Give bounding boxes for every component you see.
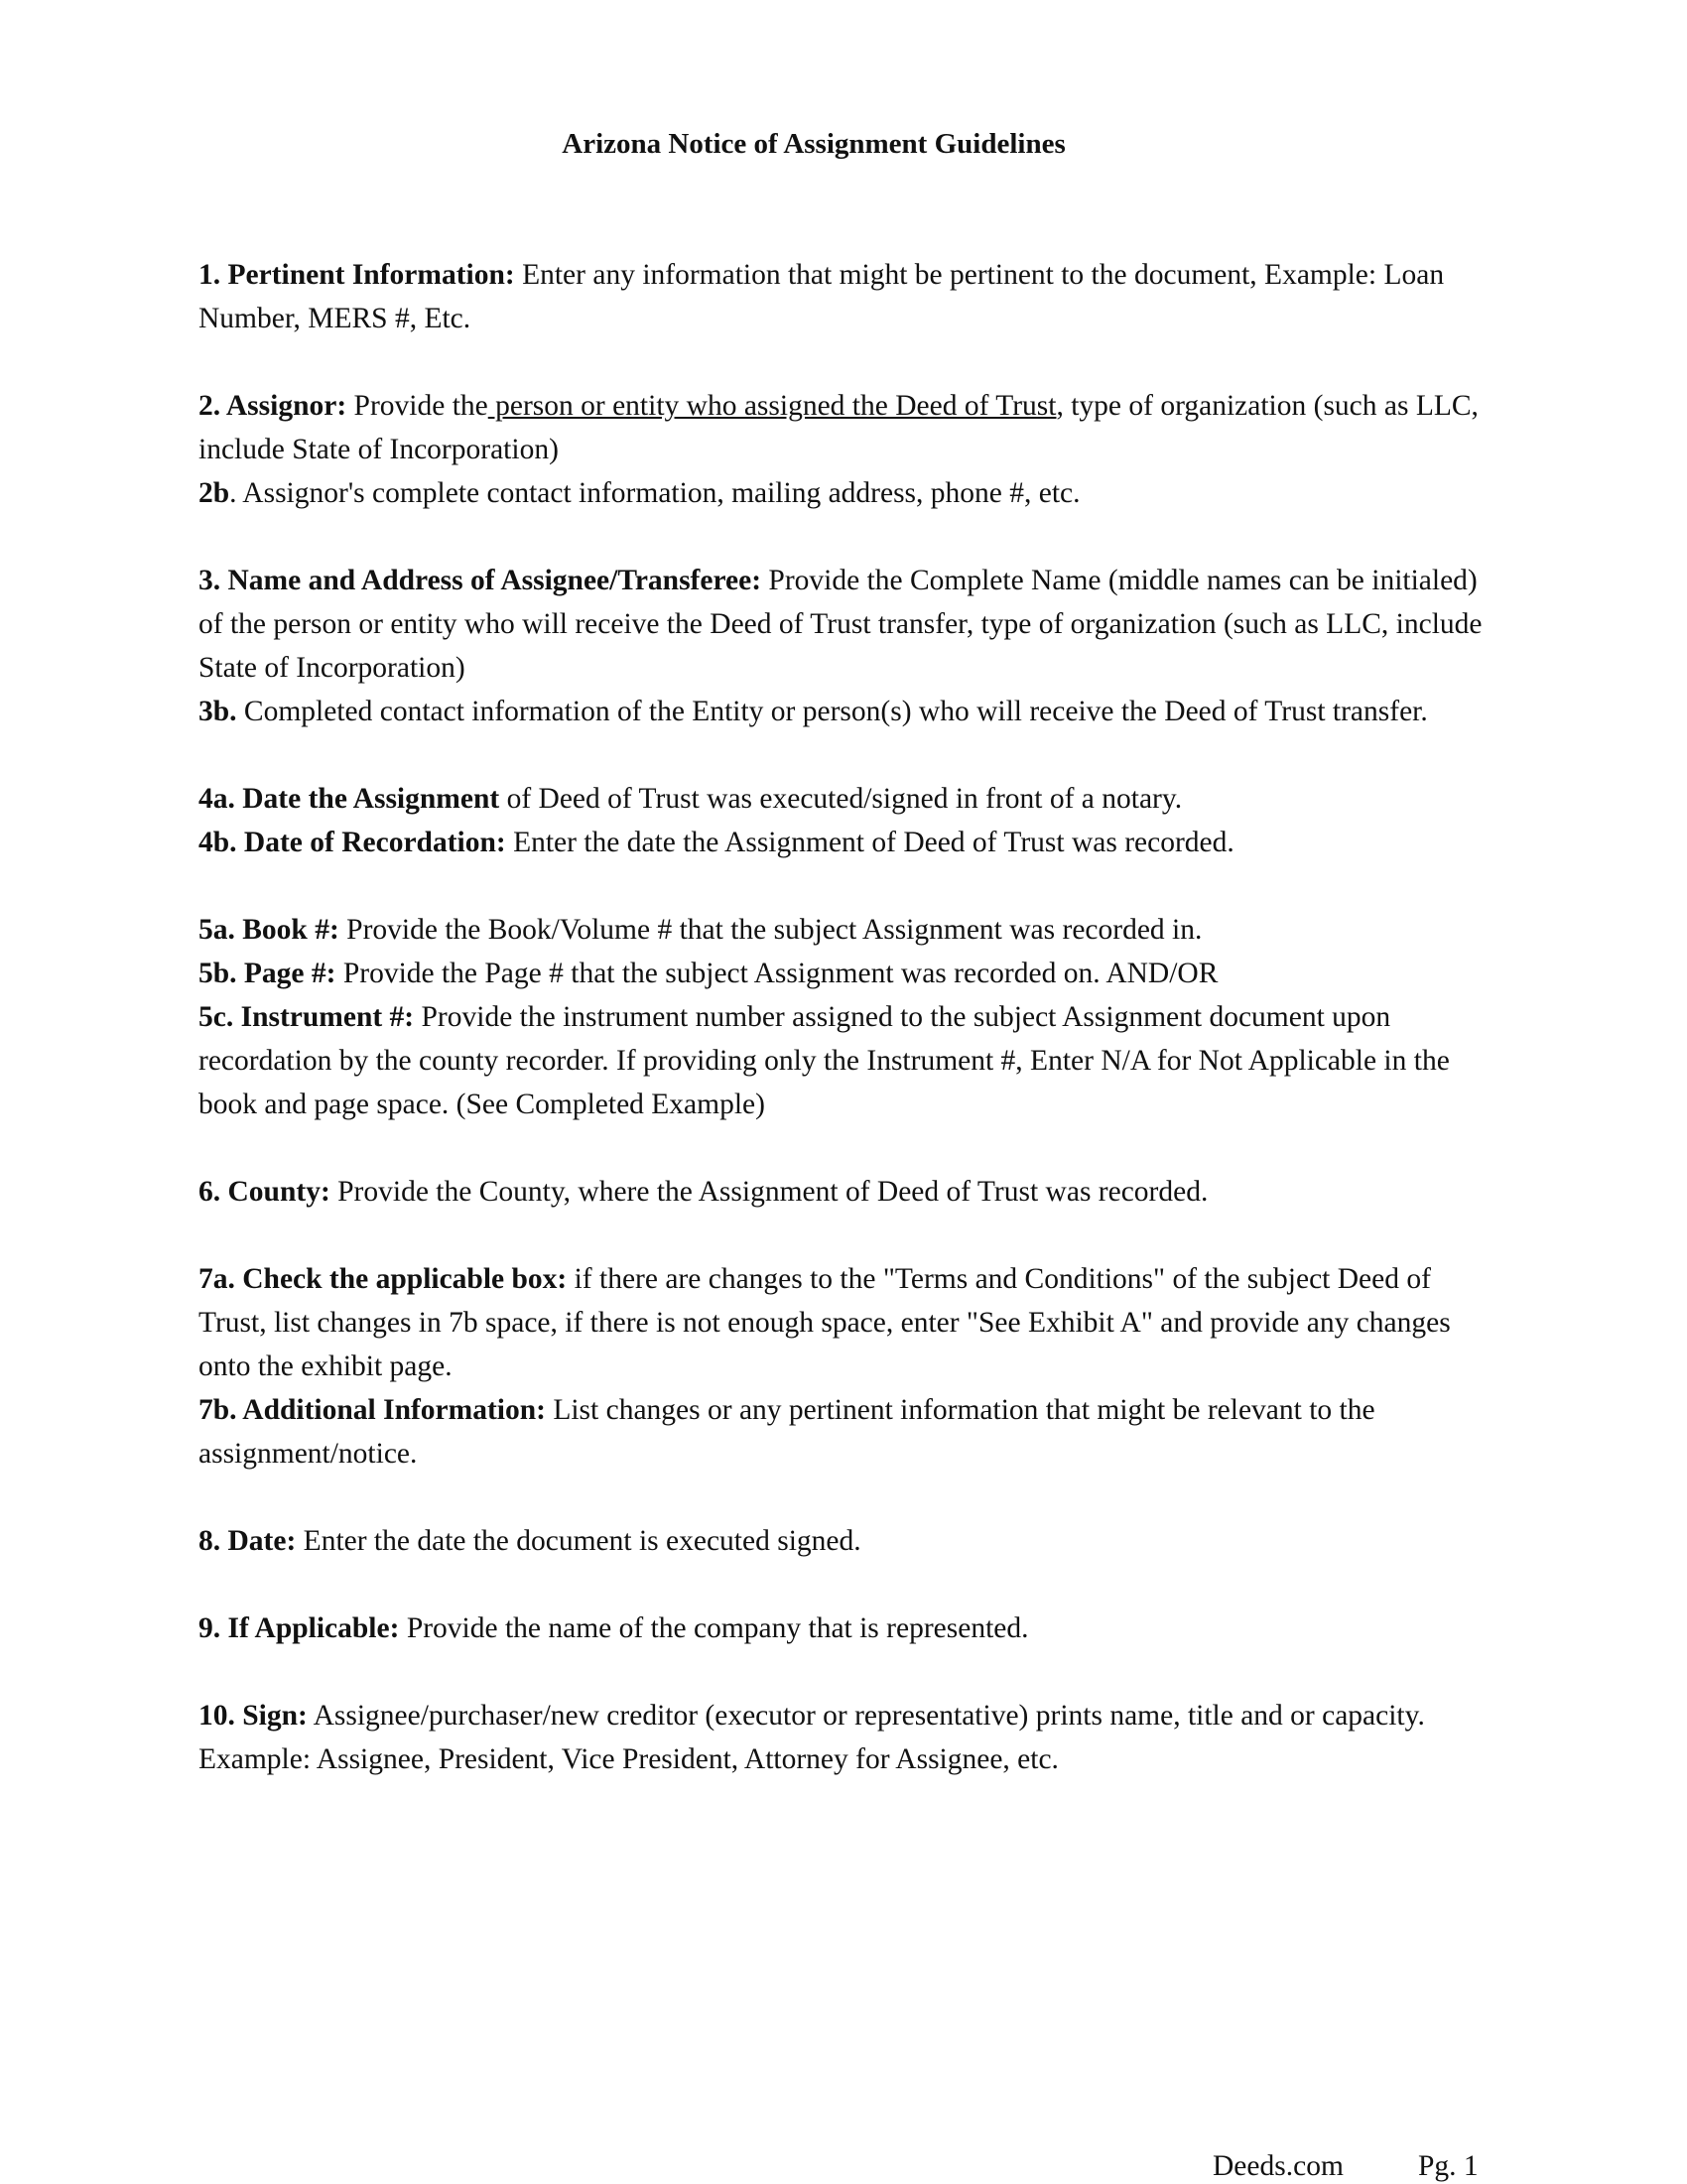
- section-7b-text: List changes or any pertinent information that might be relevant to the assignment/notice.: [198, 1394, 1375, 1470]
- section-8: [198, 1519, 1489, 1563]
- section-5c-label: 5c. Instrument #:: [198, 1001, 415, 1033]
- section-6-label: 6. County:: [198, 1176, 330, 1208]
- section-7b-label: 7b. Additional Information:: [198, 1394, 546, 1426]
- section-2-label: 2. Assignor:: [198, 390, 347, 422]
- section-1-label: 1. Pertinent Information:: [198, 259, 515, 291]
- section-3b-text: Completed contact information of the Entity or person(s) who will receive the Deed of Trust transfer.: [236, 696, 1428, 727]
- section-5a: [198, 908, 1489, 952]
- section-2-text-post: , type of organization (such as LLC, include State of Incorporation): [198, 390, 1479, 465]
- section-5b-label: 5b. Page #:: [198, 958, 336, 989]
- section-7a-label: 7a. Check the applicable box:: [198, 1263, 568, 1295]
- section-2b: [198, 471, 1489, 515]
- section-9-label: 9. If Applicable:: [198, 1612, 400, 1644]
- section-1: [198, 253, 1489, 340]
- section-6: [198, 1170, 1489, 1214]
- section-5c-text: Provide the instrument number assigned to the subject Assignment document upon recordation by the county recorder. If providing only the Instrument #, Enter N/A for Not Applicable in the book and page space. (See Completed Example): [198, 1001, 1450, 1120]
- section-6-text: Provide the County, where the Assignment of Deed of Trust was recorded.: [329, 1176, 1209, 1208]
- section-9-text: Provide the name of the company that is represented.: [399, 1612, 1029, 1644]
- section-9: [198, 1606, 1489, 1650]
- section-7a: [198, 1257, 1489, 1388]
- section-3: [198, 559, 1489, 690]
- section-5a-text: Provide the Book/Volume # that the subject Assignment was recorded in.: [338, 914, 1203, 946]
- section-3b-label: 3b.: [198, 696, 237, 727]
- section-3-label: 3. Name and Address of Assignee/Transferee:: [198, 565, 762, 596]
- section-10: [198, 1694, 1489, 1781]
- section-2b-text: . Assignor's complete contact information, mailing address, phone #, etc.: [229, 477, 1081, 509]
- section-2-text-pre: Provide the: [346, 390, 488, 422]
- section-5c: [198, 995, 1489, 1126]
- section-2b-label: 2b: [198, 477, 230, 509]
- guidelines-body: [198, 253, 1489, 1781]
- section-2: [198, 384, 1489, 471]
- section-4b: [198, 821, 1489, 864]
- section-5a-label: 5a. Book #:: [198, 914, 339, 946]
- section-4a: [198, 777, 1489, 821]
- section-8-label: 8. Date:: [198, 1525, 297, 1557]
- section-4a-text: of Deed of Trust was executed/signed in front of a notary.: [499, 783, 1183, 815]
- document-title: Arizona Notice of Assignment Guidelines: [562, 128, 1066, 160]
- section-3b: [198, 690, 1489, 733]
- section-4a-label: 4a. Date the Assignment: [198, 783, 500, 815]
- section-2-underlined-text: person or entity who assigned the Deed of Trust: [487, 390, 1057, 422]
- section-7b: [198, 1388, 1489, 1476]
- section-1-text: Enter any information that might be pertinent to the document, Example: Loan Number, MERS #, Etc.: [198, 259, 1445, 334]
- footer-page-number: Pg. 1: [1418, 2150, 1479, 2182]
- section-7a-text: if there are changes to the "Terms and Conditions" of the subject Deed of Trust, list changes in 7b space, if there is not enough space, enter "See Exhibit A" and provide any changes onto the exhibit page.: [198, 1263, 1451, 1382]
- section-4b-text: Enter the date the Assignment of Deed of Trust was recorded.: [505, 827, 1234, 858]
- section-3-text: Provide the Complete Name (middle names can be initialed) of the person or entity who will receive the Deed of Trust transfer, type of organization (such as LLC, include State of Incorporation): [198, 565, 1483, 684]
- section-10-text: Assignee/purchaser/new creditor (executor or representative) prints name, title and or capacity. Example: Assignee, President, Vice President, Attorney for Assignee, etc.: [198, 1700, 1425, 1775]
- section-5b-text: Provide the Page # that the subject Assignment was recorded on. AND/OR: [335, 958, 1219, 989]
- footer-site-name: Deeds.com: [1213, 2150, 1344, 2182]
- section-8-text: Enter the date the document is executed signed.: [296, 1525, 861, 1557]
- section-5b: [198, 952, 1489, 995]
- section-10-label: 10. Sign:: [198, 1700, 308, 1732]
- section-4b-label: 4b. Date of Recordation:: [198, 827, 506, 858]
